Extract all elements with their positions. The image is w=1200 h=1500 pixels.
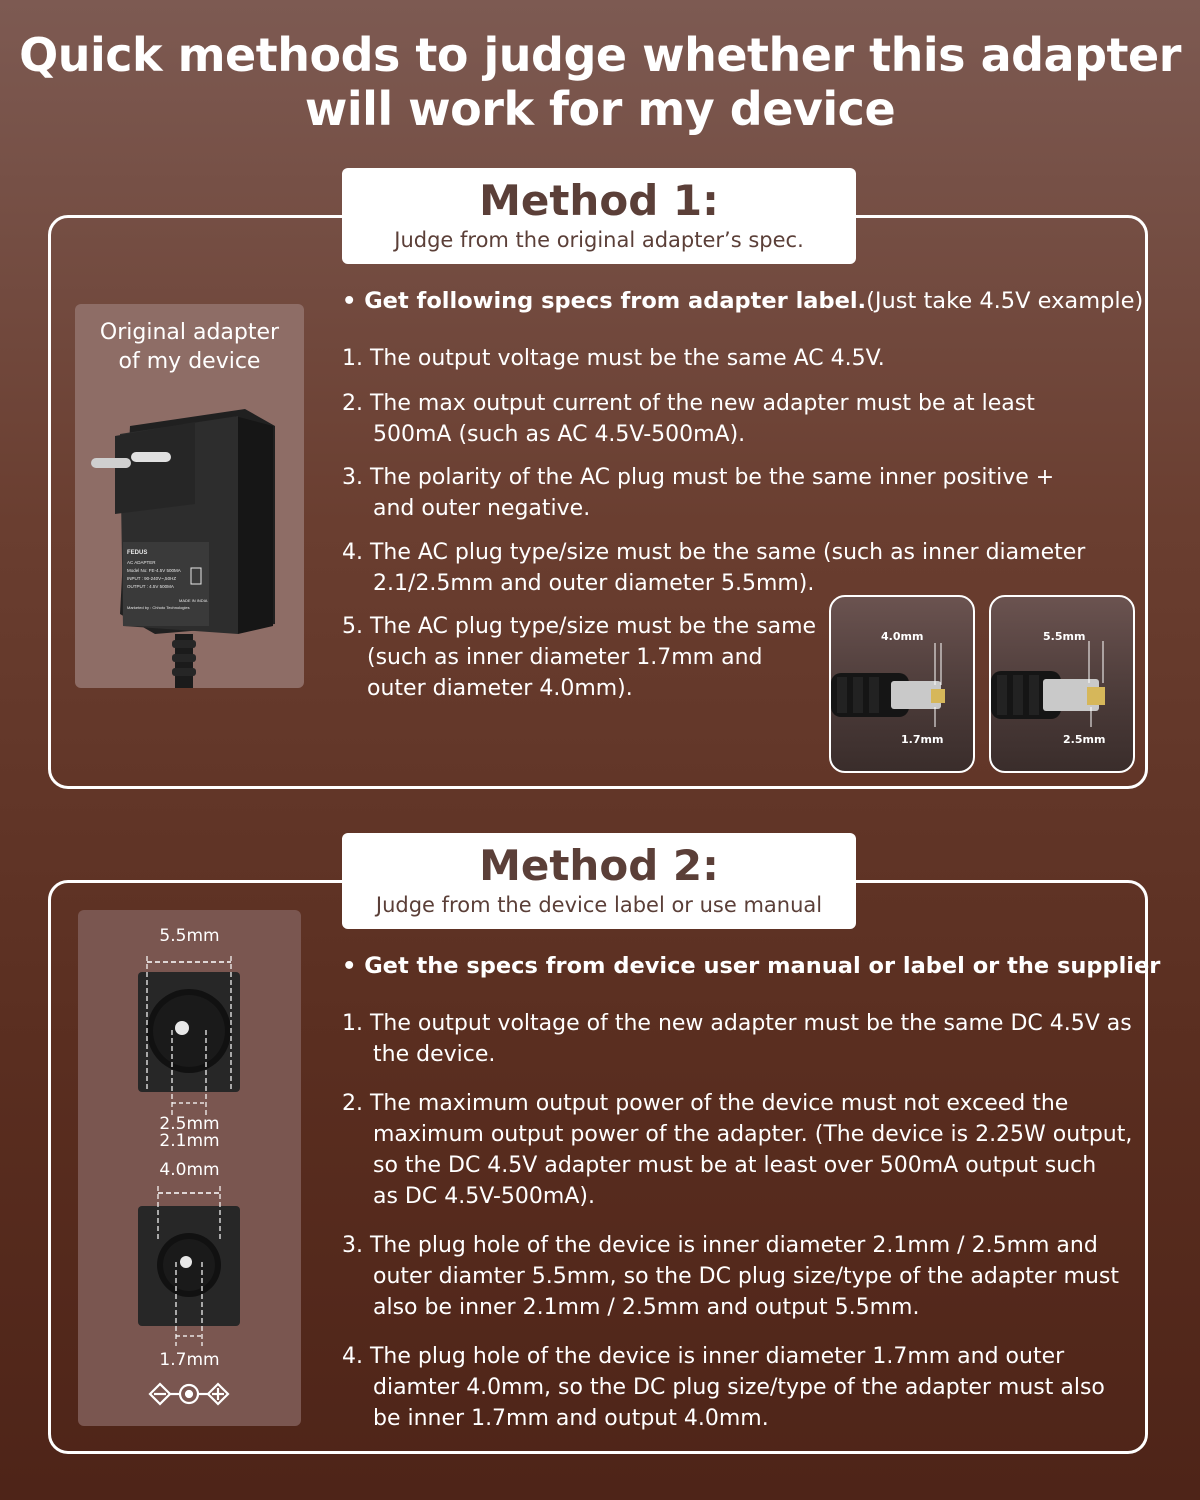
method1-item-3 (342, 462, 1054, 524)
item-text-cont: be inner 1.7mm and output 4.0mm. (373, 1406, 769, 1431)
item-text: 5. The AC plug type/size must be the same (342, 614, 817, 639)
original-adapter-image (75, 304, 304, 688)
item-text-cont: 500mA (such as AC 4.5V-500mA). (373, 422, 746, 447)
headline-line-1: Quick methods to judge whether this adapter (19, 28, 1181, 82)
svg-text:AC ADAPTER: AC ADAPTER (127, 560, 156, 565)
adapter-illustration (75, 304, 304, 688)
dim-bottom-outer: 4.0mm (159, 1160, 220, 1180)
item-text: 2. The max output current of the new adapter must be at least (342, 391, 1035, 416)
method2-item-4 (342, 1341, 1105, 1434)
item-text-cont: the device. (373, 1042, 496, 1067)
caption-line-2: of my device (118, 349, 261, 374)
zoom1-outer-label: 4.0mm (881, 630, 924, 643)
device-jack-diagram (78, 910, 301, 1426)
method1-bullet-bold: • Get following specs from adapter label. (342, 288, 867, 314)
method1-item-1 (342, 343, 885, 374)
dim-top-outer: 5.5mm (159, 926, 220, 946)
method1-subtitle: Judge from the original adapter’s spec. (394, 228, 804, 252)
method2-item-1 (342, 1008, 1132, 1070)
item-text-cont: and outer negative. (373, 496, 591, 521)
item-text-cont: outer diamter 5.5mm, so the DC plug size/type of the adapter must (373, 1264, 1119, 1289)
dim-top-inner-a: 2.5mm (159, 1114, 220, 1134)
method1-item-5 (342, 611, 816, 704)
method2-item-3 (342, 1230, 1119, 1323)
page-headline (0, 28, 1200, 136)
method1-item-4 (342, 537, 1085, 599)
svg-text:Model No: FE-4.5V 500MA: Model No: FE-4.5V 500MA (127, 568, 181, 573)
method2-tag (342, 833, 856, 929)
method2-item-2 (342, 1088, 1132, 1212)
item-text: 3. The polarity of the AC plug must be the same inner positive + (342, 465, 1055, 490)
item-text-cont: diamter 4.0mm, so the DC plug size/type of the adapter must also (373, 1375, 1105, 1400)
zoom1-inner-label: 1.7mm (901, 733, 944, 746)
method2-subtitle: Judge from the device label or use manual (375, 893, 823, 917)
method2-bullet: • Get the specs from device user manual or label or the supplier (342, 953, 1161, 979)
item-text-cont: (such as inner diameter 1.7mm and (367, 645, 763, 670)
polarity-symbol-icon (150, 1384, 228, 1404)
item-text-cont: maximum output power of the adapter. (The device is 2.25W output, (373, 1122, 1133, 1147)
svg-text:MADE IN INDIA: MADE IN INDIA (179, 598, 208, 603)
zoom2-outer-label: 5.5mm (1043, 630, 1086, 643)
dim-bottom-inner: 1.7mm (159, 1350, 220, 1370)
item-text: 3. The plug hole of the device is inner diameter 2.1mm / 2.5mm and (342, 1233, 1098, 1258)
item-text: 4. The AC plug type/size must be the same (such as inner diameter (342, 540, 1086, 565)
item-text-cont: also be inner 2.1mm / 2.5mm and output 5.5mm. (373, 1295, 920, 1320)
plug-closeup-5.5mm (989, 595, 1135, 773)
item-text-cont: as DC 4.5V-500mA). (373, 1184, 595, 1209)
item-text-cont: 2.1/2.5mm and outer diameter 5.5mm). (373, 571, 815, 596)
method1-tag (342, 168, 856, 264)
item-text: 1. The output voltage of the new adapter must be the same DC 4.5V as (342, 1011, 1132, 1036)
item-text-cont: so the DC 4.5V adapter must be at least over 500mA output such (373, 1153, 1097, 1178)
method1-bullet (342, 288, 1143, 314)
caption-line-1: Original adapter (99, 320, 280, 345)
svg-text:FEDUS: FEDUS (127, 550, 148, 556)
item-text: 4. The plug hole of the device is inner diameter 1.7mm and outer (342, 1344, 1065, 1369)
zoom2-inner-label: 2.5mm (1063, 733, 1106, 746)
svg-text:INPUT : 90-240V~,50HZ: INPUT : 90-240V~,50HZ (127, 576, 177, 581)
method1-bullet-note: (Just take 4.5V example) (866, 288, 1144, 314)
method2-title: Method 2: (479, 841, 719, 890)
item-text: 1. The output voltage must be the same AC 4.5V. (342, 346, 885, 371)
svg-text:Marketed by : Chhoto Technolog: Marketed by : Chhoto Technologies (127, 605, 190, 610)
item-text-cont: outer diameter 4.0mm). (367, 676, 633, 701)
dim-top-inner-b: 2.1mm (159, 1131, 220, 1151)
method1-item-2 (342, 388, 1035, 450)
method1-title: Method 1: (479, 176, 719, 225)
plug-closeup-4mm (829, 595, 975, 773)
item-text: 2. The maximum output power of the device must not exceed the (342, 1091, 1069, 1116)
headline-line-2: will work for my device (304, 82, 896, 136)
svg-text:OUTPUT : 4.5V 500MA: OUTPUT : 4.5V 500MA (127, 584, 174, 589)
